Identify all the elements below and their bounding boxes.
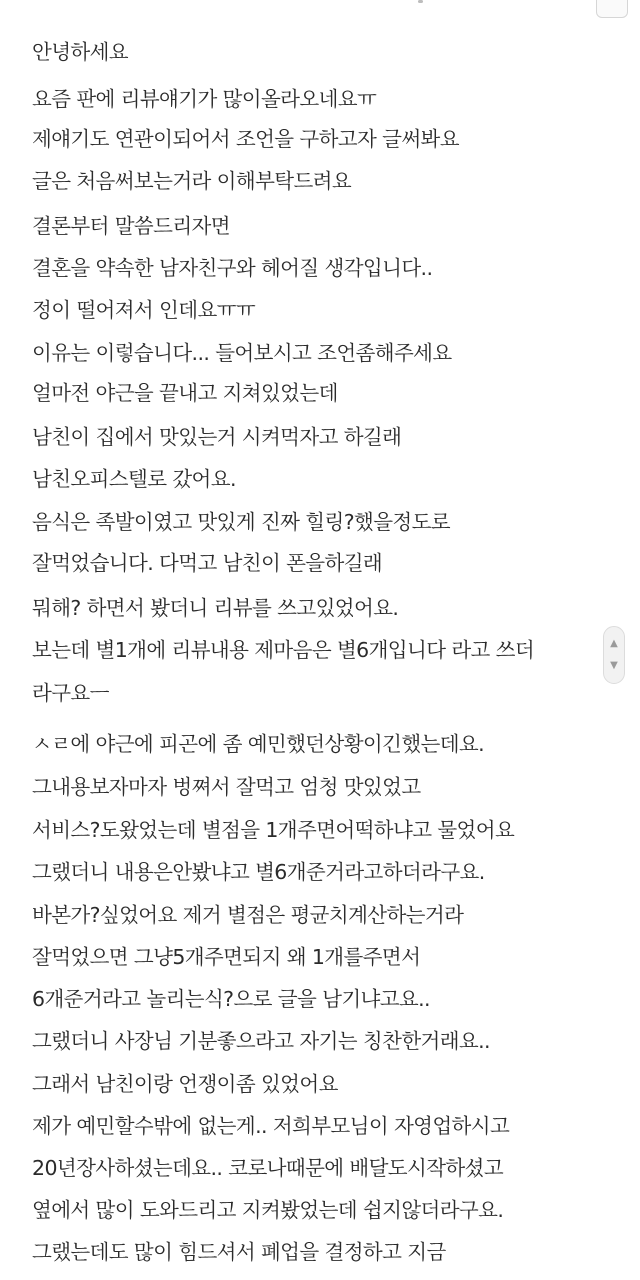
post-line: 라구요ㅡ — [32, 681, 109, 705]
post-line: 글은 처음써보는거라 이해부탁드려요 — [32, 169, 352, 193]
post-line: 잘먹었습니다. 다먹고 남친이 폰을하길래 — [32, 551, 383, 575]
post-line: 안녕하세요 — [32, 40, 129, 64]
post-line: 결혼을 약속한 남자친구와 헤어질 생각입니다.. — [32, 256, 433, 280]
scroll-handle[interactable] — [603, 626, 625, 684]
post-line: 보는데 별1개에 리뷰내용 제마음은 별6개입니다 라고 쓰더 — [32, 638, 535, 662]
chevron-up-icon[interactable]: ▲ — [610, 638, 618, 649]
post-line: 음식은 족발이였고 맛있게 진짜 힐링?했을정도로 — [32, 510, 451, 534]
post-line: 서비스?도왔었는데 별점을 1개주면어떡하냐고 물었어요 — [32, 818, 515, 842]
post-line: 그랬더니 내용은안봤냐고 별6개준거라고하더라구요. — [32, 860, 485, 884]
post-line: 바본가?싶었어요 제거 별점은 평균치계산하는거라 — [32, 903, 464, 927]
post-line: 남친오피스텔로 갔어요. — [32, 467, 236, 491]
post-line: 그내용보자마자 벙쪄서 잘먹고 엄청 맛있었고 — [32, 775, 421, 799]
post-line: 이유는 이렇습니다... 들어보시고 조언좀해주세요 — [32, 341, 452, 365]
post-line: 그랬는데도 많이 힘드셔서 폐업을 결정하고 지금 — [32, 1240, 446, 1264]
post-line: 남친이 집에서 맛있는거 시켜먹자고 하길래 — [32, 425, 402, 449]
post-line: 20년장사하셨는데요.. 코로나때문에 배달도시작하셨고 — [32, 1156, 504, 1180]
post-line: 제얘기도 연관이되어서 조언을 구하고자 글써봐요 — [32, 127, 459, 151]
post-line: ㅅㄹ에 야근에 피곤에 좀 예민했던상황이긴했는데요. — [32, 732, 485, 756]
post-line: 그랬더니 사장님 기분좋으라고 자기는 칭찬한거래요.. — [32, 1029, 490, 1053]
post-line: 옆에서 많이 도와드리고 지켜봤었는데 쉽지않더라구요. — [32, 1198, 504, 1222]
post-line: 정이 떨어져서 인데요ㅠㅠ — [32, 298, 256, 322]
post-line: 6개준거라고 놀리는식?으로 글을 남기냐고요.. — [32, 987, 430, 1011]
post-line: 잘먹었으면 그냥5개주면되지 왜 1개를주면서 — [32, 945, 421, 969]
post-line: 뭐해? 하면서 봤더니 리뷰를 쓰고있었어요. — [32, 596, 399, 620]
post-line: 얼마전 야근을 끝내고 지쳐있었는데 — [32, 381, 338, 405]
chevron-down-icon[interactable]: ▼ — [610, 660, 618, 671]
post-line: 요즘 판에 리뷰얘기가 많이올라오네요ㅠ — [32, 87, 377, 111]
post-line: 그래서 남친이랑 언쟁이좀 있었어요 — [32, 1072, 338, 1096]
post-line: 결론부터 말씀드리자면 — [32, 214, 230, 238]
post-line: 제가 예민할수밖에 없는게.. 저희부모님이 자영업하시고 — [32, 1114, 510, 1138]
